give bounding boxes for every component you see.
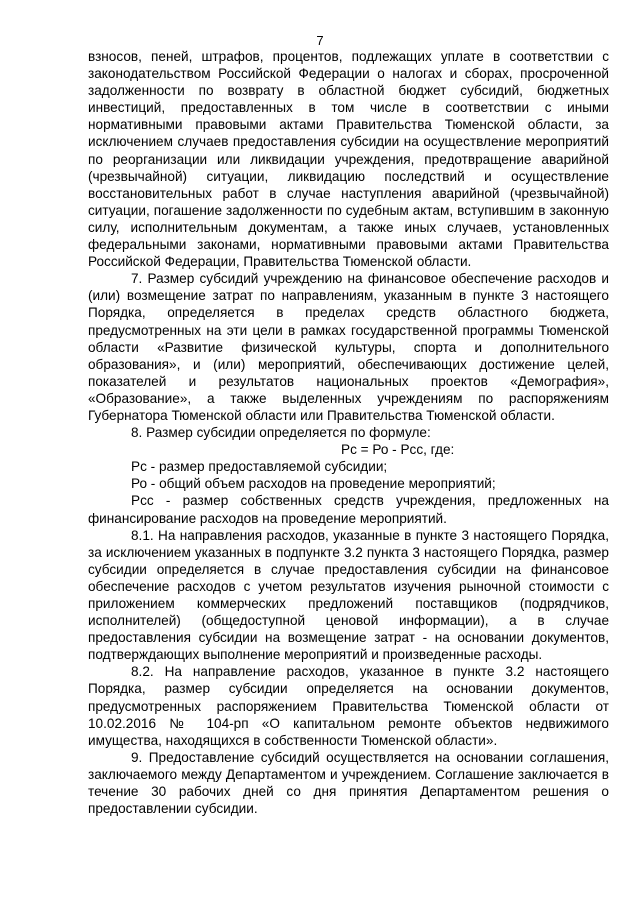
definition-rc: Рс - размер предоставляемой субсидии;: [131, 459, 388, 475]
paragraph-continuation: взносов, пеней, штрафов, процентов, подлежащих уплате в соответствии с законодательством Российской Федерации о налогах и сборах, просроченной задолженности по возврату в областной бюджет субсидий, бюджетных инвестиций, предоставленных в том числе в соответствии с иными нормативными правовыми актами Правительства Тюменской области, за исключением случаев предоставления субсидии на осуществление мероприятий по реорганизации или ликвидации учреждения, предотвращение аварийной (чрезвычайной) ситуации, ликвидацию последствий и осуществление восстановительных работ в случае наступления аварийной (чрезвычайной) ситуации, погашение задолженности по судебным актам, вступившим в законную силу, исполнительным документам, а также иных случаев, установленных федеральными законами, нормативными правовыми актами Правительства Российской Федерации, Правительства Тюменской области.: [88, 49, 609, 270]
paragraph-8: 8. Размер субсидии определяется по формуле:: [131, 425, 431, 441]
paragraph-8-2: 8.2. На направление расходов, указанное в пункте 3.2 настоящего Порядка, размер субсидии определяется на основании документов, предусмотренных распоряжением Правительства Тюменской области от 10.02.2016 № 104-рп «О капитальном ремонте объектов недвижимого имущества, находящихся в собственности Тюменской области».: [88, 664, 609, 748]
paragraph-9: 9. Предоставление субсидий осуществляется на основании соглашения, заключаемого между Департаментом и учреждением. Соглашение заключается в течение 30 рабочих дней со дня принятия Департаментом решения о предоставлении субсидии.: [88, 749, 609, 817]
paragraph-8-1: 8.1. На направления расходов, указанные в пункте 3 настоящего Порядка, за исключением указанных в подпункте 3.2 пункта 3 настоящего Порядка, размер субсидии определяется в случае предоставления субсидии на финансовое обеспечение расходов с учетом результатов изучения рыночной стоимости с приложением коммерческих предложений поставщиков (подрядчиков, исполнителей) (общедоступной ценовой информации), а в случае предоставления субсидии на возмещение затрат - на основании документов, подтверждающих выполнение мероприятий и произведенные расходы.: [88, 527, 609, 663]
definition-rss: Рсс - размер собственных средств учреждения, предложенных на финансирование расходов на проведение мероприятий.: [88, 493, 609, 526]
definition-ro: Ро - общий объем расходов на проведение мероприятий;: [131, 476, 496, 492]
paragraph-7: 7. Размер субсидий учреждению на финансовое обеспечение расходов и (или) возмещение затрат по направлениям, указанным в пункте 3 настоящего Порядка, определяется в пределах средств областного бюджета, предусмотренных на эти цели в рамках государственной программы Тюменской области «Развитие физической культуры, спорта и дополнительного образования», и (или) мероприятий, обеспечивающих достижение целей, показателей и результатов национальных проектов «Демография», «Образование», а также выделенных учреждениям по распоряжениям Губернатора Тюменской области или Правительства Тюменской области.: [88, 271, 609, 423]
document-body: [88, 48, 609, 817]
formula-line: Рс = Ро - Рсс, где:: [341, 442, 455, 458]
page-number: 7: [316, 33, 324, 48]
